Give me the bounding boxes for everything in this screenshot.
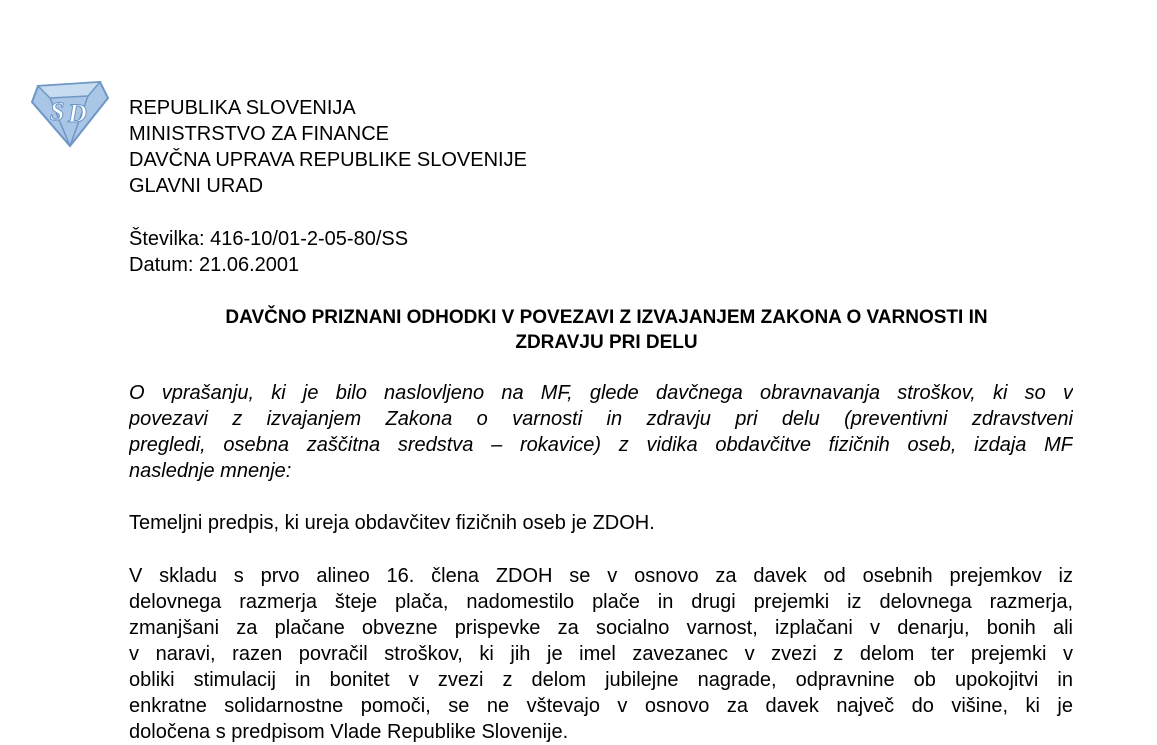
document-title <box>129 305 1084 355</box>
title-line: DAVČNO PRIZNANI ODHODKI V POVEZAVI Z IZVAJANJEM ZAKONA O VARNOSTI IN <box>225 307 988 328</box>
paragraph-line: zmanjšani za plačane obvezne prispevke za socialno varnost, izplačani v denarju, bonih ali <box>129 617 1073 639</box>
intro-paragraph <box>129 380 1073 484</box>
document-meta <box>129 226 408 278</box>
title-line: ZDRAVJU PRI DELU <box>515 332 698 353</box>
paragraph-line: v naravi, razen povračil stroškov, ki jih je imel zavezanec v zvezi z delom ter prejemki v <box>129 643 1073 665</box>
svg-text:S: S <box>50 97 65 126</box>
letterhead <box>129 95 527 199</box>
paragraph-line: Temeljni predpis, ki ureja obdavčitev fizičnih oseb je ZDOH. <box>129 512 655 534</box>
intro-line: povezavi z izvajanjem Zakona o varnosti in zdravju pri delu (preventivni zdravstveni <box>129 408 1073 430</box>
intro-line: naslednje mnenje: <box>129 460 292 482</box>
letterhead-line: DAVČNA UPRAVA REPUBLIKE SLOVENIJE <box>129 149 527 171</box>
letterhead-line: MINISTRSTVO ZA FINANCE <box>129 123 390 145</box>
letterhead-line: REPUBLIKA SLOVENIJA <box>129 97 356 119</box>
letterhead-line: GLAVNI URAD <box>129 175 264 197</box>
intro-line: O vprašanju, ki je bilo naslovljeno na MF, glede davčnega obravnavanja stroškov, ki so v <box>129 382 1073 404</box>
tax-administration-logo-icon <box>28 78 110 148</box>
document-date: Datum: 21.06.2001 <box>129 254 300 276</box>
paragraph-line: V skladu s prvo alineo 16. člena ZDOH se v osnovo za davek od osebnih prejemkov iz <box>129 565 1073 587</box>
paragraph-basic-regulation <box>129 510 1073 536</box>
document-number: Številka: 416-10/01-2-05-80/SS <box>129 228 409 250</box>
intro-line: pregledi, osebna zaščitna sredstva – rokavice) z vidika obdavčitve fizičnih oseb, izdaja MF <box>129 434 1073 456</box>
paragraph-zdoh-article <box>129 563 1073 745</box>
paragraph-line: določena s predpisom Vlade Republike Slovenije. <box>129 721 569 743</box>
paragraph-line: delovnega razmerja šteje plača, nadomestilo plače in drugi prejemki iz delovnega razmerja, <box>129 591 1073 613</box>
paragraph-line: obliki stimulacij in bonitet v zvezi z delom jubilejne nagrade, odpravnine ob upokojitvi in <box>129 669 1073 691</box>
paragraph-line: enkratne solidarnostne pomoči, se ne vštevajo v osnovo za davek največ do višine, ki je <box>129 695 1073 717</box>
svg-text:D: D <box>68 99 87 128</box>
